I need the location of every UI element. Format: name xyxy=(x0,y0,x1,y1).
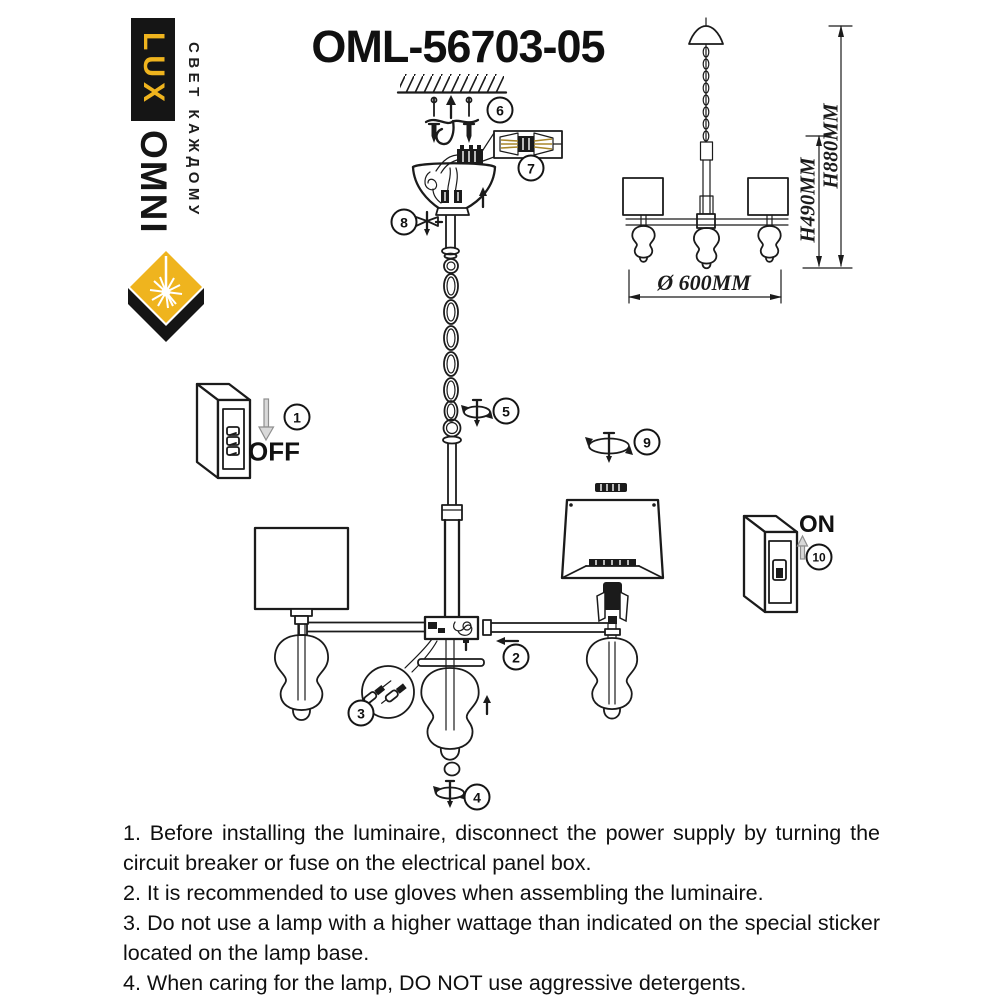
model-number-title: OML-56703-05 xyxy=(311,21,605,72)
rotate-screw-icon-5 xyxy=(461,400,493,427)
step-circle-3: 3 xyxy=(348,700,375,727)
on-label: ON xyxy=(799,511,835,538)
step-circle-7: 7 xyxy=(518,155,545,182)
brand-lux-text: LUX xyxy=(137,32,170,107)
instruction-4: 4. When caring for the lamp, DO NOT use aggressive detergents. xyxy=(123,971,747,996)
brand-lux-box xyxy=(131,18,175,121)
instructions-block xyxy=(123,818,880,999)
dim-height-fixture-label: H490MM xyxy=(795,157,820,243)
breaker-panel-on xyxy=(744,516,808,612)
step-circle-10: 10 xyxy=(806,544,833,571)
instruction-3: 3. Do not use a lamp with a higher wattage than indicated on the special sticker located on the lamp base. xyxy=(123,911,880,966)
instruction-2: 2. It is recommended to use gloves when assembling the luminaire. xyxy=(123,881,764,906)
right-arm-diagram xyxy=(483,620,613,645)
step-circle-4: 4 xyxy=(464,784,491,811)
wing-screw-icon xyxy=(416,217,427,226)
rotate-screw-icon-4 xyxy=(433,781,467,808)
chain-diagram xyxy=(442,216,493,618)
down-arrow-icon xyxy=(264,399,269,427)
brand-tagline: СВЕТ КАЖДОМУ xyxy=(185,42,202,219)
terminal-detail xyxy=(481,131,562,161)
dim-height-total-label: H880MM xyxy=(818,103,843,189)
step-circle-6: 6 xyxy=(487,97,514,124)
canopy-diagram xyxy=(413,145,495,236)
dim-diameter-label: Ø 600MM xyxy=(657,270,751,295)
instruction-1: 1. Before installing the luminaire, disconnect the power supply by turning the circuit breaker or fuse on the electrical panel box. xyxy=(123,821,880,876)
step-circle-2: 2 xyxy=(503,644,530,671)
left-lamp-diagram xyxy=(255,528,348,720)
step-circle-5: 5 xyxy=(493,398,520,425)
step-circle-8: 8 xyxy=(391,209,418,236)
center-pendant-diagram xyxy=(418,640,491,808)
right-lamp-diagram xyxy=(562,433,663,719)
step-circle-1: 1 xyxy=(284,404,311,431)
step-circle-9: 9 xyxy=(634,429,661,456)
off-label: OFF xyxy=(248,436,300,467)
rotate-screw-icon-9 xyxy=(585,433,633,463)
brand-omni-text: OMNI xyxy=(133,130,174,235)
brand-diamond-logo xyxy=(126,248,206,348)
